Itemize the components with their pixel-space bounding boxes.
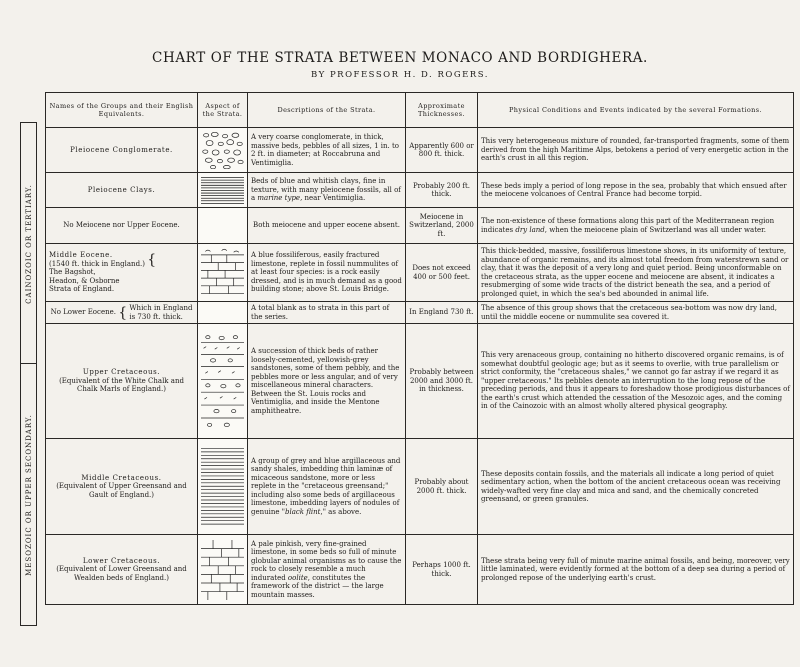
group-name: Middle Cretaceous. (Equivalent of Upper Greensand and Gault of England.) xyxy=(46,439,198,535)
strata-aspect-limestone xyxy=(198,244,248,302)
era-label-secondary: MESOZOIC OR UPPER SECONDARY. xyxy=(20,363,37,626)
strata-thickness: Apparently 600 or 800 ft. thick. xyxy=(406,128,478,173)
physical-conditions: The absence of this group shows that the cretaceous sea-bottom was now dry land, until the middle eocene or nummulite sea covered it. xyxy=(478,302,794,324)
table-row xyxy=(46,302,794,324)
table-row xyxy=(46,208,794,244)
header-groups: Names of the Groups and their English Equivalents. xyxy=(46,93,198,128)
strata-aspect-sandstone xyxy=(198,324,248,439)
physical-conditions: These beds imply a period of long repose in the sea, probably that which ensued after the meiocene volcanoes of Central France had become torpid. xyxy=(478,173,794,208)
group-name: Pleiocene Clays. xyxy=(46,173,198,208)
strata-thickness: Does not exceed 400 or 500 feet. xyxy=(406,244,478,302)
physical-conditions: This thick-bedded, massive, fossiliferous limestone shows, in its uniformity of texture, abundance of organic remains, and its almost total freedom from waterstrewn sand or clay, that it was the deposit of a very long and quiet period. Being unconformable on the cretaceous strata, as the upper eocene and meiocene are absent, it indicates a resubmerging of some wide tracts of the district beneath the sea, and a period of prolonged quiet, in which the sea's bed abounded in animal life. xyxy=(478,244,794,302)
strata-thickness: Perhaps 1000 ft. thick. xyxy=(406,535,478,605)
strata-description: A group of grey and blue argillaceous and sandy shales, imbedding thin laminæ of micaceous sandstone, more or less replete in the "cretaceous greensand;" including also some beds of argillaceous limestone, imbedding layers of nodules of genuine "black flint," as above. xyxy=(248,439,406,535)
header-physical: Physical Conditions and Events indicated by the several Formations. xyxy=(478,93,794,128)
group-name: Pleiocene Conglomerate. xyxy=(46,128,198,173)
strata-description: A succession of thick beds of rather loosely-cemented, yellowish-grey sandstones, some of them pebbly, and the pebbles more or less angular, and of very miscellaneous mineral characters. Between the St. Louis rocks and Ventimiglia, and inside the Mentone amphitheatre. xyxy=(248,324,406,439)
table-row xyxy=(46,439,794,535)
strata-aspect-blank xyxy=(198,302,248,324)
header-description: Descriptions of the Strata. xyxy=(248,93,406,128)
physical-conditions: This very heterogeneous mixture of rounded, far-transported fragments, some of them derived from the high Maritime Alps, betokens a period of very energetic action in the earth's crust in all this region. xyxy=(478,128,794,173)
table-row xyxy=(46,244,794,302)
strata-description: A total blank as to strata in this part of the series. xyxy=(248,302,406,324)
strata-description: Beds of blue and whitish clays, fine in texture, with many pleiocene fossils, all of a marine type, near Ventimiglia. xyxy=(248,173,406,208)
group-name: No Lower Eocene. { Which in England is 730 ft. thick. xyxy=(46,302,198,324)
physical-conditions: These strata being very full of minute marine animal fossils, and being, moreover, very little laminated, were evidently formed at the bottom of a deep sea during a period of prolonged repose of the underlying earth's crust. xyxy=(478,535,794,605)
chart-author: BY PROFESSOR H. D. ROGERS. xyxy=(311,70,489,80)
physical-conditions: This very arenaceous group, containing no hitherto discovered organic remains, is of somewhat doubtful geologic age; but as it seems to overlie, with true parallelism or strict conformity, the "cretaceous shales," we cannot go far astray if we regard it as "upper cretaceous." Its pebbles denote an interruption to the long repose of the preceding periods, and thus it appears to foreshadow those prodigious disturbances of the earth's crust which attended the cessation of the Mesozoic ages, and the coming in of the Cainozoic with an almost wholly altered physical geography. xyxy=(478,324,794,439)
table-row xyxy=(46,535,794,605)
physical-conditions: The non-existence of these formations along this part of the Mediterranean region indicates dry land, when the meiocene plain of Switzerland was all under water. xyxy=(478,208,794,244)
strata-aspect-oolite xyxy=(198,535,248,605)
header-row xyxy=(46,93,794,128)
strata-thickness: In England 730 ft. xyxy=(406,302,478,324)
strata-thickness: Meiocene in Switzerland, 2000 ft. xyxy=(406,208,478,244)
table-row xyxy=(46,324,794,439)
strata-thickness: Probably about 2000 ft. thick. xyxy=(406,439,478,535)
strata-table xyxy=(45,92,794,605)
header-aspect: Aspect of the Strata. xyxy=(198,93,248,128)
strata-description: A very coarse conglomerate, in thick, massive beds, pebbles of all sizes, 1 in. to 2 ft. in diameter; at Roccabruna and Ventimiglia. xyxy=(248,128,406,173)
group-name: Middle Eocene. (1540 ft. thick in England.) { The Bagshot, Headon, & Osborne Strata of England. xyxy=(46,244,198,302)
chart-title: CHART OF THE STRATA BETWEEN MONACO AND BORDIGHERA. xyxy=(152,50,648,66)
strata-description: Both meiocene and upper eocene absent. xyxy=(248,208,406,244)
strata-thickness: Probably between 2000 and 3000 ft. in thickness. xyxy=(406,324,478,439)
strata-aspect-conglomerate xyxy=(198,128,248,173)
table-row xyxy=(46,128,794,173)
strata-thickness: Probably 200 ft. thick. xyxy=(406,173,478,208)
physical-conditions: These deposits contain fossils, and the materials all indicate a long period of quiet sedimentary action, when the bottom of the ancient cretaceous ocean was receiving widely-wafted very fine clay and mica and sand, and the chemically concreted greensand, or green granules. xyxy=(478,439,794,535)
era-label-tertiary: CAINOZOIC OR TERTIARY. xyxy=(20,122,37,364)
group-name: Upper Cretaceous. (Equivalent of the White Chalk and Chalk Marls of England.) xyxy=(46,324,198,439)
strata-aspect-clays xyxy=(198,173,248,208)
strata-description: A blue fossiliferous, easily fractured limestone, replete in fossil nummulites of at least four species: is a rock easily dressed, and is in much demand as a good building stone; above St. Louis Bridge. xyxy=(248,244,406,302)
table-row xyxy=(46,173,794,208)
strata-aspect-shales xyxy=(198,439,248,535)
group-name: No Meiocene nor Upper Eocene. xyxy=(46,208,198,244)
group-name: Lower Cretaceous. (Equivalent of Lower Greensand and Wealden beds of England.) xyxy=(46,535,198,605)
strata-aspect-absent xyxy=(198,208,248,244)
header-thickness: Approximate Thicknesses. xyxy=(406,93,478,128)
strata-description: A pale pinkish, very fine-grained limestone, in some beds so full of minute globular animal organisms as to cause the rock to closely resemble a much indurated oolite, constitutes the framework of the district — the large mountain masses. xyxy=(248,535,406,605)
